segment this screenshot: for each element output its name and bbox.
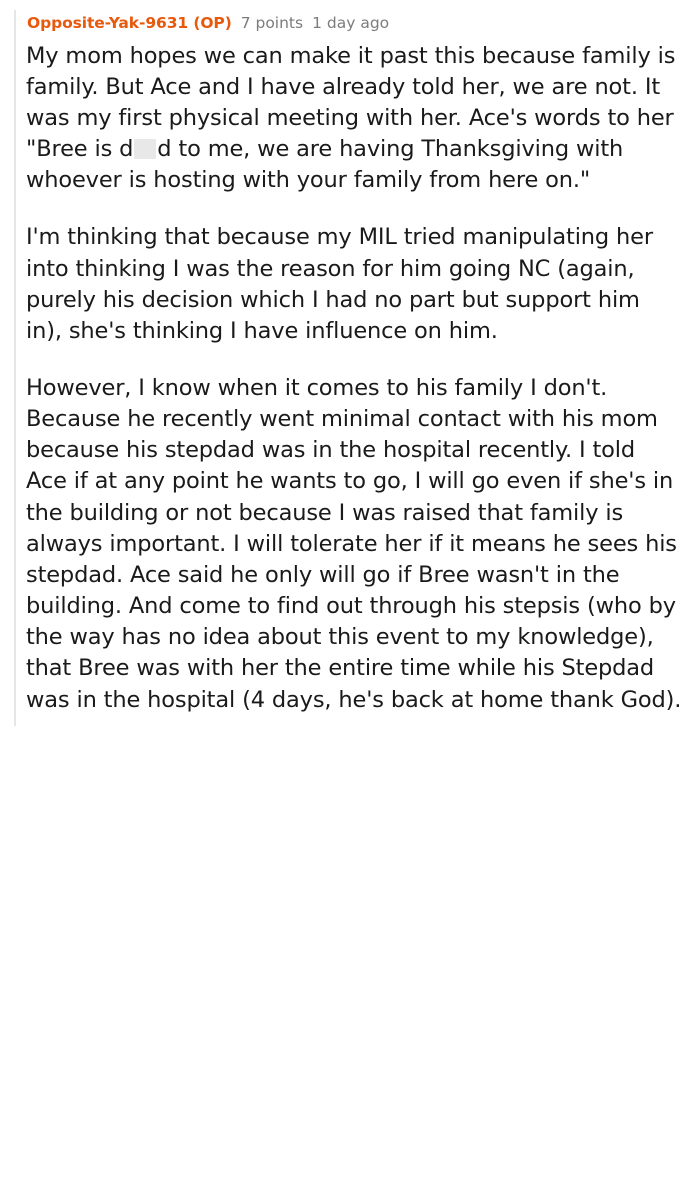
comment-paragraph: [26, 41, 682, 197]
thread-collapse-line[interactable]: [14, 10, 16, 726]
comment-meta: [27, 14, 682, 33]
comment-body: [26, 41, 682, 716]
comment-paragraph: However, I know when it comes to his family I don't. Because he recently went minimal contact with his mom because his stepdad was in the hospital recently. I told Ace if at any point he wants to go, I will go even if she's in the building or not because I was raised that family is always important. I will tolerate her if it means he sees his stepdad. Ace said he only will go if Bree wasn't in the building. And come to find out through his stepsis (who by the way has no idea about this event to my knowledge), that Bree was with her the entire time while his Stepdad was in the hospital (4 days, he's back at home thank God).: [26, 375, 682, 713]
comment-paragraph: I'm thinking that because my MIL tried manipulating her into thinking I was the reason for him going NC (again, purely his decision which I had no part but support him in), she's thinking I have influence on him.: [26, 224, 653, 344]
paragraph-text-before: My mom hopes we can make it past this because family is family. But Ace and I have already told her, we are not. It was my first physical meeting with her. Ace's words to her "Bree is d: [26, 42, 676, 163]
redacted-word: [134, 139, 156, 159]
comment-timestamp: 1 day ago: [312, 14, 390, 32]
comment-author[interactable]: Opposite-Yak-9631 (OP): [27, 14, 232, 32]
paragraph-text-after: d to me, we are having Thanksgiving with whoever is hosting with your family from here on.": [26, 136, 624, 194]
comment-score: 7 points: [240, 14, 304, 32]
